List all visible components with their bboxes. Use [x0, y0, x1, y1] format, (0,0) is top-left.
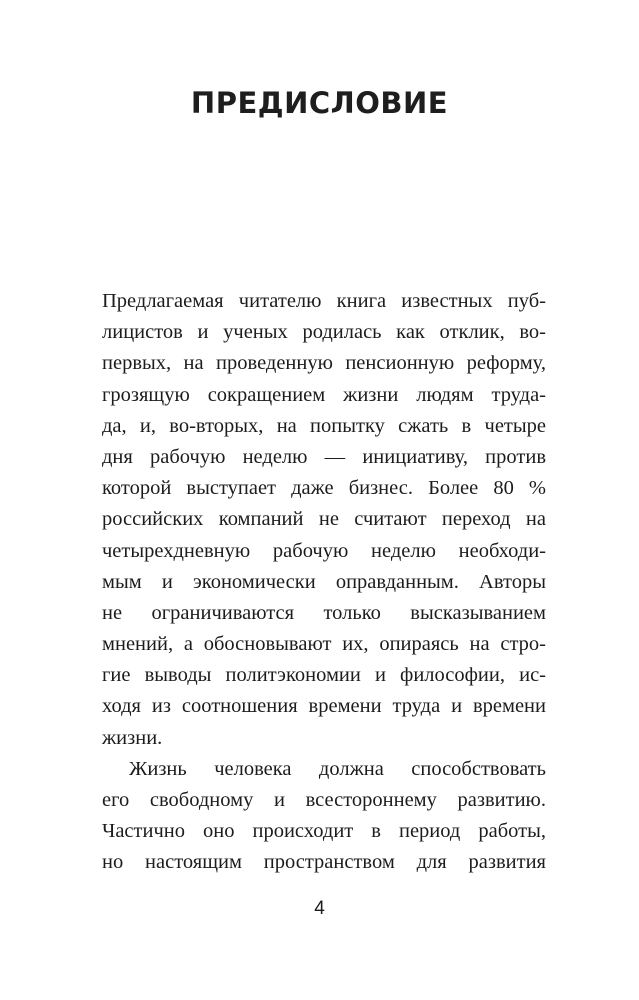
text-line: жизни. [102, 726, 163, 749]
text-line: первых, на проведенную пенсионную реформу, [102, 352, 546, 375]
text-line: мым и экономически оправданным. Авторы [102, 570, 546, 593]
text-line: Предлагаемая читателю книга известных пуб- [102, 290, 546, 312]
text-line: но настоящим пространством для развития [102, 851, 546, 874]
text-line: Частично оно происходит в период работы, [102, 820, 546, 843]
text-line: ходя из соотношения времени труда и времени [102, 695, 546, 718]
text-line: российских компаний не считают переход на [102, 508, 546, 531]
chapter-heading: ПРЕДИСЛОВИЕ [190, 86, 449, 120]
text-line: мнений, а обосновывают их, опираясь на стро- [102, 633, 546, 656]
text-line: да, и, во-вторых, на попытку сжать в четыре [102, 414, 546, 437]
text-line: грозящую сокращением жизни людям труда- [102, 383, 546, 406]
text-line: четырехдневную рабочую неделю необходи- [102, 539, 546, 562]
text-line: которой выступает даже бизнес. Более 80 % [102, 477, 546, 500]
text-line: лицистов и ученых родилась как отклик, во- [102, 321, 546, 344]
text-line: гие выводы политэкономии и философии, ис- [102, 664, 546, 687]
text-line: не ограничиваются только высказыванием [102, 601, 546, 624]
text-line: дня рабочую неделю — инициативу, против [102, 445, 546, 468]
body-text [102, 286, 546, 879]
paragraph-2 [102, 754, 546, 879]
page-number: 4 [314, 898, 325, 919]
text-line: Жизнь человека должна способствовать [129, 757, 546, 780]
paragraph-1 [102, 286, 546, 754]
text-line: его свободному и всестороннему развитию. [102, 789, 546, 811]
